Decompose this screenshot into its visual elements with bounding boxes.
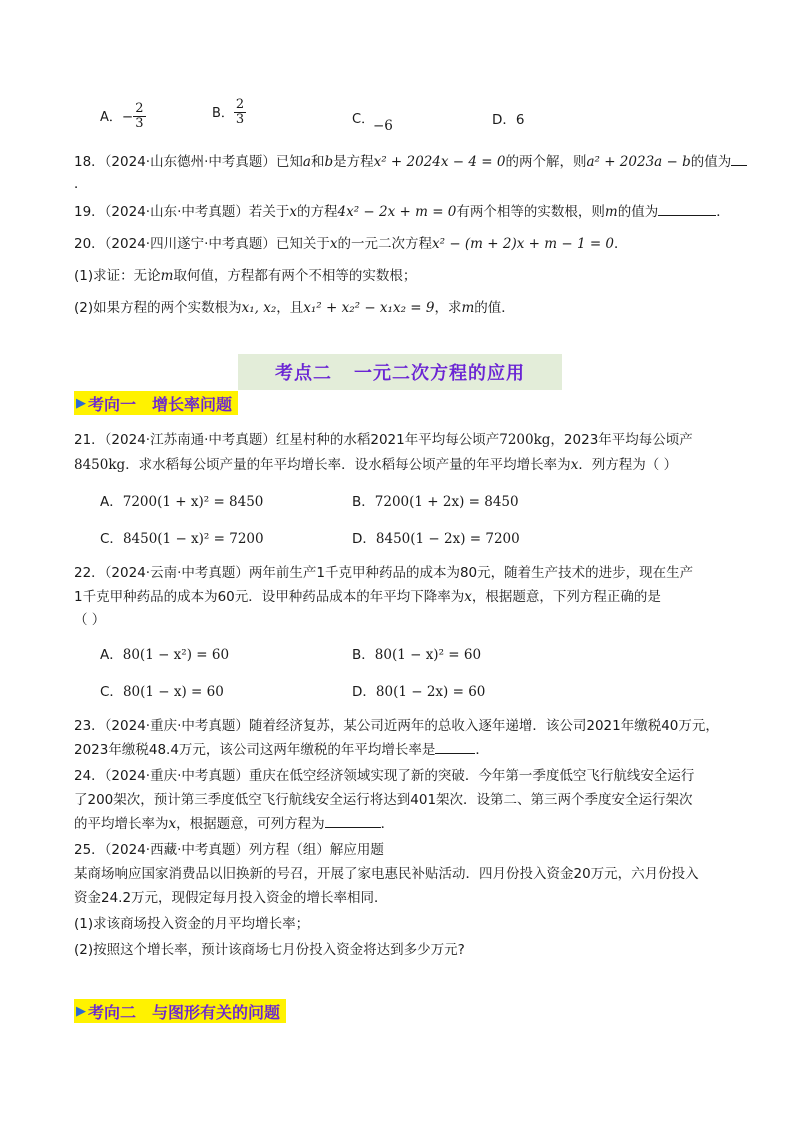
q22-line3: （ ） [74, 612, 106, 628]
q20-prefix: 20．（2024·四川遂宁·中考真题）已知关于 [74, 236, 330, 252]
triangle-arrow-icon: ▶ [76, 395, 86, 411]
q25-part1: (1)求该商场投入资金的月平均增长率； [74, 916, 310, 932]
section-number: 考点二 [275, 363, 332, 384]
q19-equation: 4x² − 2x + m = 0 [337, 204, 457, 220]
q22-option-b [352, 643, 481, 663]
option-label: C． [100, 684, 123, 700]
triangle-arrow-icon: ▶ [76, 1003, 86, 1019]
q20-part1-a: (1)求证：无论 [74, 268, 161, 284]
q20-part2-c: ，求 [434, 300, 462, 316]
option-equation: 80(1 − x²) = 60 [122, 647, 230, 663]
q25-line3: 资金24.2万元，现假定每月投入资金的增长率相同． [74, 890, 388, 906]
answer-blank[interactable] [658, 215, 716, 216]
q21-line1 [74, 428, 693, 448]
var-m: m [461, 300, 475, 316]
q17-option-c-value: −6 [373, 118, 393, 134]
q20-condition: x₁² + x₂² − x₁x₂ = 9 [303, 300, 435, 316]
direction-heading-1 [74, 391, 238, 415]
q21-text-b: ，2023年平均每公顷产 [550, 432, 693, 448]
q20-roots: x₁, x₂ [241, 300, 277, 316]
option-equation: 7200(1 + 2x) = 8450 [374, 494, 519, 510]
option-label: B． [212, 105, 234, 121]
numerator: 2 [235, 97, 245, 112]
q18-mid2: 的两个解，则 [505, 154, 587, 170]
q25-part2: (2)按照这个增长率，预计该商场七月份投入资金将达到多少万元? [74, 942, 465, 958]
var-x: x [289, 204, 297, 220]
var-x: x [168, 816, 177, 832]
var-x: x [329, 236, 338, 252]
denominator: 3 [135, 116, 144, 132]
q24-text-a: 的平均增长率为 [74, 816, 169, 832]
q18-and: 和 [310, 154, 325, 170]
option-equation: 80(1 − x) = 60 [122, 684, 224, 700]
direction-title: 增长率问题 [152, 394, 233, 414]
option-equation: 80(1 − x)² = 60 [374, 647, 482, 663]
section-title: 一元二次方程的应用 [354, 363, 525, 384]
q21-line2 [74, 453, 677, 473]
q22-line2 [74, 585, 661, 605]
option-label: D． [352, 531, 376, 547]
q18-prefix: 18．（2024·山东德州·中考真题）已知 [74, 154, 303, 170]
q18-end: ． [74, 176, 88, 192]
numerator: 2 [135, 101, 144, 116]
q24-text-b: ，根据题意，可列方程为 [176, 816, 325, 832]
var-a: a [302, 154, 311, 170]
var-b: b [324, 154, 334, 170]
q19-suffix: 的值为 [617, 204, 659, 220]
q17-option-a [100, 102, 146, 132]
q19-prefix: 19．（2024·山东·中考真题）若关于 [74, 204, 290, 220]
q21-option-d [352, 527, 520, 547]
q19-mid: 的方程 [297, 204, 338, 220]
q17-option-b [212, 98, 246, 128]
option-label: A． [100, 647, 123, 663]
q20-mid: 的一元二次方程 [337, 236, 432, 252]
section-banner [238, 354, 562, 390]
option-equation: 8450(1 − x)² = 7200 [122, 531, 264, 547]
var-x: x [570, 457, 579, 473]
q22-option-d [352, 680, 485, 700]
option-label: B． [352, 494, 375, 510]
q21-text-a: 21．（2024·江苏南通·中考真题）红星村种的水稻2021年平均每公顷产 [74, 432, 500, 448]
q20-part2-d: 的值． [474, 300, 515, 316]
q23-text: 2023年缴税48.4万元，该公司这两年缴税的年平均增长率是 [74, 742, 436, 758]
q18-expression: a² + 2023a − b [586, 154, 691, 170]
q18-mid: 是方程 [333, 154, 374, 170]
q25-line2: 某商场响应国家消费品以旧换新的号召，开展了家电惠民补贴活动．四月份投入资金20万元，六月份投入 [74, 866, 699, 882]
q21-option-a [100, 490, 263, 510]
direction-number: 考向二 [88, 1002, 137, 1022]
q24-line2: 了200架次，预计第三季度低空飞行航线安全运行将达到401架次．设第二、第三两个季度安全运行架次 [74, 792, 693, 808]
option-label: C． [352, 112, 375, 127]
option-label: D． [352, 684, 376, 700]
q23-line1: 23．（2024·重庆·中考真题）随着经济复苏，某公司近两年的总收入逐年递增．该公司2021年缴税40万元， [74, 718, 719, 734]
var-m: m [160, 268, 174, 284]
q22-line1: 22．（2024·云南·中考真题）两年前生产1千克甲种药品的成本为80元，随着生产技术的进步，现在生产 [74, 565, 694, 581]
q24-line1: 24．（2024·重庆·中考真题）重庆在低空经济领域实现了新的突破．今年第一季度低空飞行航线安全运行 [74, 768, 695, 784]
option-label: B． [352, 647, 375, 663]
q20-part1-b: 取何值，方程都有两个不相等的实数根； [173, 268, 417, 284]
var-x: x [464, 589, 472, 605]
q23-end: ． [475, 742, 489, 758]
denominator: 3 [235, 112, 245, 128]
q25-line1: 25．（2024·西藏·中考真题）列方程（组）解应用题 [74, 842, 384, 858]
q21-option-c [100, 527, 264, 547]
q17-option-d: D．6 [492, 112, 525, 128]
q24-end: ． [380, 816, 395, 832]
q20-part2 [74, 296, 515, 316]
q18-line [74, 150, 747, 170]
q21-text-d: ．列方程为（ ） [578, 457, 678, 473]
option-label: C． [100, 531, 123, 547]
q23-line2 [74, 738, 489, 758]
q22-text-a: 1千克甲种药品的成本为60元．设甲种药品成本的年平均下降率为 [74, 589, 465, 605]
fraction [133, 102, 145, 132]
q21-value-2021: 7200kg [499, 432, 551, 448]
option-equation: 8450(1 − 2x) = 7200 [375, 531, 520, 547]
q20-line [74, 232, 628, 252]
q21-option-b [352, 490, 519, 510]
q20-end: ． [614, 236, 628, 252]
q22-option-a [100, 643, 229, 663]
q20-part2-a: (2)如果方程的两个实数根为 [74, 300, 242, 316]
answer-blank[interactable] [325, 827, 381, 828]
fraction [234, 98, 246, 128]
q20-part2-b: ，且 [276, 300, 304, 316]
q21-text-c: ．求水稻每公顷产量的年平均增长率．设水稻每公顷产量的年平均增长率为 [125, 457, 571, 473]
option-label: A． [100, 109, 122, 125]
option-equation: 80(1 − 2x) = 60 [375, 684, 486, 700]
q20-equation: x² − (m + 2)x + m − 1 = 0 [432, 236, 615, 252]
var-m: m [604, 204, 618, 220]
q21-value-2023: 8450kg [74, 457, 126, 473]
direction-number: 考向一 [88, 394, 137, 414]
q22-option-c [100, 680, 224, 700]
option-equation: 7200(1 + x)² = 8450 [122, 494, 264, 510]
q22-text-b: ，根据题意，下列方程正确的是 [471, 589, 661, 605]
q17-option-c [352, 108, 374, 127]
direction-heading-2 [74, 999, 286, 1023]
direction-title: 与图形有关的问题 [152, 1002, 281, 1022]
answer-blank[interactable] [435, 753, 475, 754]
q20-part1 [74, 264, 416, 284]
q19-end: ． [716, 204, 730, 220]
q24-line3 [74, 812, 394, 832]
minus-sign: − [121, 108, 134, 125]
q18-suffix: 的值为 [690, 154, 732, 170]
q18-equation: x² + 2024x − 4 = 0 [373, 154, 506, 170]
q19-line [74, 200, 730, 220]
q19-mid2: 有两个相等的实数根，则 [456, 204, 605, 220]
answer-blank[interactable] [731, 165, 747, 166]
option-label: A． [100, 494, 123, 510]
